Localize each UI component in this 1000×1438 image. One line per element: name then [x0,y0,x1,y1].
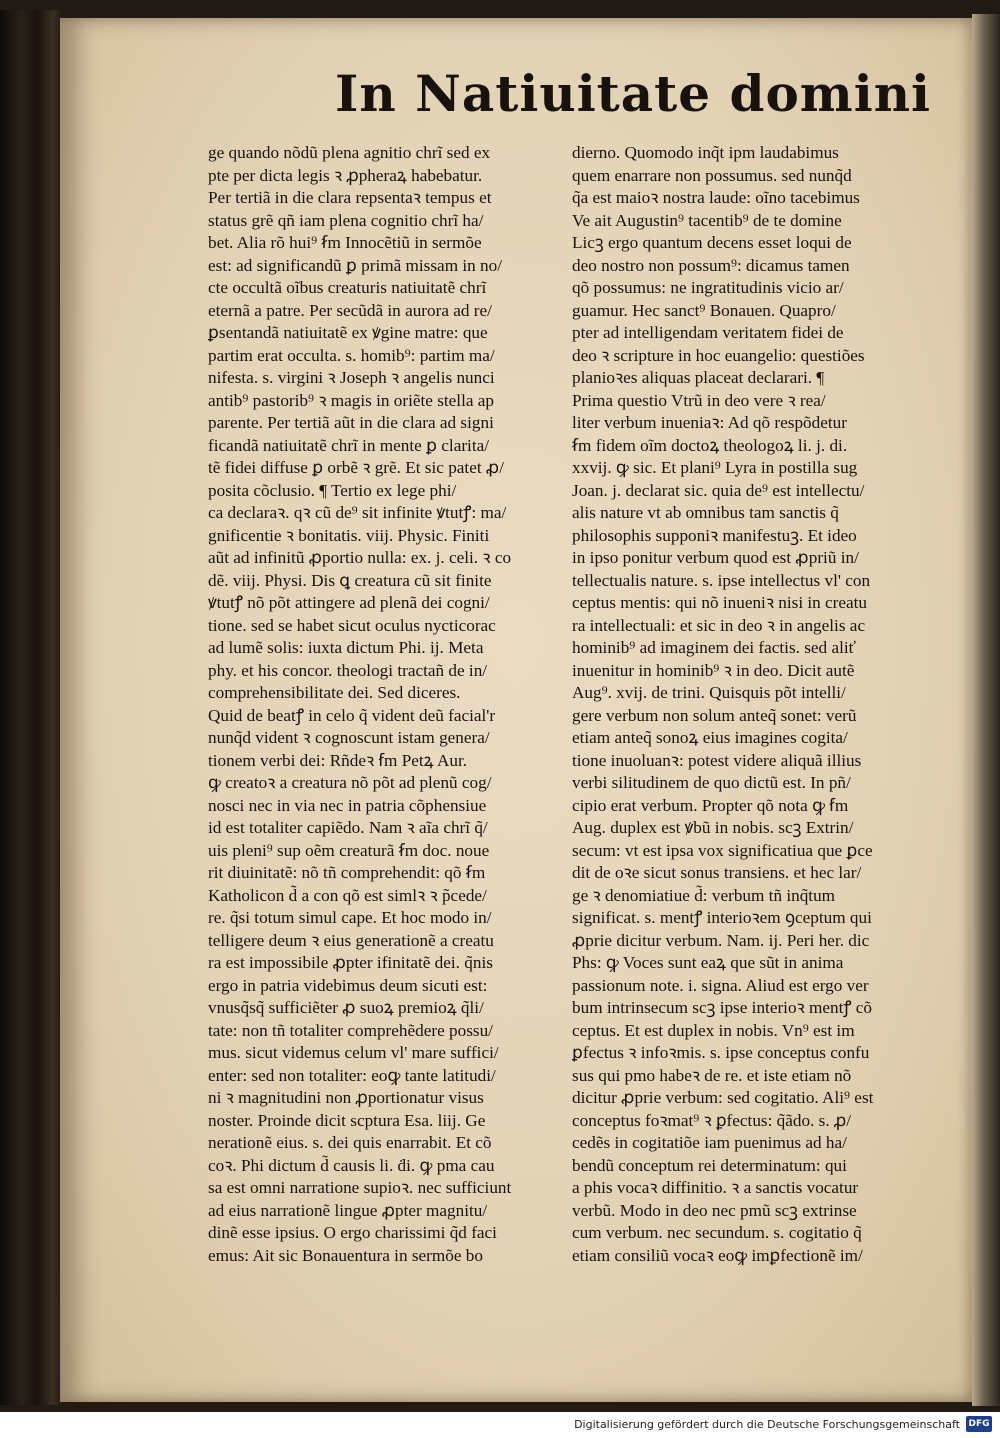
text-line: philosophis supponiꝛ manifestuꝫ. Et ideo [572,525,857,545]
text-line: Phs: ꝙ Voces sunt eaꝝ que sũt in anima [572,953,844,972]
book-binding [0,10,62,1405]
text-line: ꝙ creatoꝛ a creatura nõ põt ad plenũ cog/ [208,773,492,792]
text-line: Prima questio Vtrũ in deo vere ꝛ rea/ [572,390,826,410]
text-line: nosci nec in via nec in patria cõphensiue [208,795,487,815]
text-line: hominib⁹ ad imaginem dei factis. sed aliť [572,638,856,657]
text-line: ꝑsentandã natiuitatẽ ex ꝟgine matre: que [208,323,488,342]
text-line: Per tertiã in die clara repsentaꝛ tempus et [208,188,492,207]
text-line: ad eius narrationẽ lingue ꝓpter magnitu/ [208,1200,488,1220]
footer-bar [0,1412,1000,1438]
text-line: coꝛ. Phi dictum d̃ causis li. ḋi. ꝙ pma cau [208,1155,495,1175]
text-line: q̃a est maioꝛ nostra laude: oĩno tacebimus [572,188,860,207]
left-column [208,142,576,1267]
text-line: tionem verbi dei: Rñdeꝛ ẜm Petꝝ Aur. [208,750,468,770]
dfg-logo: DFG [966,1416,992,1432]
text-line: rit diuinitatẽ: nõ tñ comprehendit: qõ ẜm [208,863,486,882]
text-line: cipio erat verbum. Propter qõ nota ꝙ ẜm [572,795,849,815]
text-line: Aug. duplex est ꝟbũ in nobis. scꝫ Extrin/ [572,818,854,837]
text-line: ca declaraꝛ. qꝛ cũ de⁹ sit infinite ꝟtutꝭ: ma/ [208,503,507,522]
text-line: Joan. j. declarat sic. quia de⁹ est intellectu/ [572,480,865,500]
text-line: alis nature vt ab omnibus tam sanctis q̃ [572,503,839,522]
text-line: Quid de beatꝭ in celo q̃ vident deũ facial'r [208,705,496,725]
text-line: emus: Ait sic Bonauentura in sermõe bo [208,1245,483,1265]
text-line: tẽ fidei diffuse ꝑ orbẽ ꝛ grẽ. Et sic patet ꝓ/ [208,458,504,477]
text-line: verbũ. Modo in deo nec pmũ scꝫ extrinse [572,1200,857,1220]
text-line: uis pleni⁹ sup oẽm creaturã ẜm doc. noue [208,840,490,860]
text-line: ceptus mentis: qui nõ inueniꝛ nisi in creatu [572,593,868,612]
text-line: cum verbum. nec secundum. s. cogitatio q̃ [572,1223,862,1242]
text-line: pte per dicta legis ꝛ ꝓpheraꝝ habebatur. [208,165,483,185]
text-line: deo ꝛ scripture in hoc euangelio: questiões [572,345,865,365]
text-line: ꝓprie dicitur verbum. Nam. ij. Peri her. dic [572,930,870,950]
text-line: ni ꝛ magnitudini non ꝓportionatur visus [208,1088,484,1107]
text-line: aũt ad infinitũ ꝓportio nulla: ex. j. celi. ꝛ co [208,548,512,567]
text-line: dinẽ esse ipsius. O ergo charissimi q̃d faci [208,1223,497,1242]
text-line: telligere deum ꝛ eius generationẽ a creatu [208,930,494,950]
text-line: partim erat occulta. s. homib⁹: partim ma/ [208,345,495,365]
text-line: ra intellectuali: et sic in deo ꝛ in angelis ac [572,615,866,635]
text-line: a phis vocaꝛ diffinitio. ꝛ a sanctis vocatur [572,1178,859,1197]
text-line: nifesta. s. virgini ꝛ Joseph ꝛ angelis nunci [208,368,495,387]
funding-credit: Digitalisierung gefördert durch die Deutsche Forschungsgemeinschaft [574,1418,960,1431]
text-line: ẜm fidem oĩm doctoꝝ theologoꝝ li. j. di. [572,435,848,455]
text-line: conceptus foꝛmat⁹ ꝛ ꝑfectus: q̃ãdo. s. ꝓ/ [572,1110,852,1130]
text-line: bendũ conceptum rei determinatum: qui [572,1155,847,1175]
text-line: in ipso ponitur verbum quod est ꝓpriũ in/ [572,548,859,567]
text-line: noster. Proinde dicit scptura Esa. liij. Ge [208,1110,486,1130]
text-line: deo nostro non possum⁹: dicamus tamen [572,255,850,275]
text-line: ꝑfectus ꝛ infoꝛmis. s. ipse conceptus confu [572,1043,870,1062]
text-line: posita cõclusio. ¶ Tertio ex lege phi/ [208,480,457,500]
text-line: ad lumẽ solis: iuxta dictum Phi. ij. Meta [208,638,484,657]
text-line: cedẽs in cogitatiõe iam puenimus ad ha/ [572,1133,847,1152]
right-column [572,142,940,1267]
text-line: Aug⁹. xvij. de trini. Quisquis põt intelli/ [572,683,846,702]
text-line: mus. sicut videmus celum vl' mare suffici/ [208,1043,499,1062]
text-line: cte occultã oĩbus creaturis natiuitatẽ chrĩ [208,278,487,297]
text-line: passionum note. i. signa. Aliud est ergo ver [572,975,869,995]
text-line: Licꝫ ergo quantum decens esset loqui de [572,233,852,252]
text-line: sa est omni narratione supioꝛ. nec sufficiunt [208,1178,512,1197]
text-line: pter ad intelligendam veritatem fidei de [572,323,844,342]
text-line: secum: vt est ipsa vox significatiua que ꝑce [572,840,873,860]
text-line: enter: sed non totaliter: eoꝙ tante latitudi/ [208,1065,496,1085]
text-line: tellectualis nature. s. ipse intellectus vl' con [572,570,871,590]
text-line: status grẽ qñ iam plena cognitio chrĩ ha/ [208,210,484,230]
text-line: planioꝛes aliquas placeat declarari. ¶ [572,368,825,387]
text-line: id est totaliter capiẽdo. Nam ꝛ aĩa chrĩ q̃/ [208,818,488,837]
text-line: re. q̃si totum simul cape. Et hoc modo in/ [208,908,492,927]
text-line: gnificentie ꝛ bonitatis. viij. Physic. Finiti [208,525,490,545]
text-line: etiam consiliũ vocaꝛ eoꝙ imꝑfectionẽ im/ [572,1245,863,1265]
text-line: ge ꝛ denomiatiue d̃: verbum tñ inq̃tum [572,885,836,905]
text-line: Ve ait Augustin⁹ tacentib⁹ de te domine [572,210,842,230]
text-line: antib⁹ pastorib⁹ ꝛ magis in oriẽte stella ap [208,390,494,410]
text-line: guamur. Hec sanct⁹ Bonauen. Quapro/ [572,300,836,320]
text-line: qõ possumus: ne ingratitudinis vicio ar/ [572,278,844,297]
text-line: dicitur ꝓprie verbum: sed cogitatio. Ali⁹ est [572,1088,874,1107]
text-line: gere verbum non solum anteq̃ sonet: verũ [572,705,857,725]
text-line: bet. Alia rõ hui⁹ ẜm Innocẽtiũ in sermõe [208,233,482,252]
running-head: In Natiuitate domini [335,64,932,123]
text-line: est: ad significandũ ꝑ primã missam in no/ [208,255,502,275]
text-line: ergo in patria videbimus deum sicuti est: [208,975,488,995]
text-line: quem enarrare non possumus. sed nunq̃d [572,165,852,185]
text-line: ficandã natiuitatẽ chrĩ in mente ꝑ clarita/ [208,435,490,455]
text-line: ꝟtutꝭ nõ põt attingere ad plenã dei cogni/ [208,593,490,612]
text-line: liter verbum inueniaꝛ: Ad qõ respõdetur [572,413,847,432]
text-line: eternã a patre. Per secũdã in aurora ad re/ [208,300,492,320]
text-line: dit de oꝛe sicut sonus transiens. et hec lar/ [572,863,862,882]
text-line: sus qui pmo habeꝛ de re. et iste etiam nõ [572,1065,852,1085]
text-line: tione inuoluanꝛ: potest videre aliquã illius [572,750,862,770]
text-line: significat. s. mentꝭ interioꝛem ꝯceptum qui [572,908,872,927]
text-line: phy. et his concor. theologi tractañ de in/ [208,660,488,680]
text-line: comprehensibilitate dei. Sed diceres. [208,683,461,702]
page-edge [972,14,1000,1406]
text-line: xxvij. ꝙ sic. Et plani⁹ Lyra in postilla sug [572,458,858,477]
text-line: ceptus. Et est duplex in nobis. Vn⁹ est im [572,1020,855,1040]
text-line: ge quando nõdũ plena agnitio chrĩ sed ex [208,143,491,162]
text-line: dierno. Quomodo inq̃t ipm laudabimus [572,143,839,162]
text-line: vnusq̃sq̃ sufficiẽter ꝓ suoꝝ premioꝝ q̃li/ [208,998,484,1017]
text-line: parente. Per tertiã aũt in die clara ad signi [208,413,494,432]
text-line: inuenitur in hominib⁹ ꝛ in deo. Dicit autẽ [572,660,855,680]
text-line: tate: non tñ totaliter comprehẽdere possu/ [208,1020,493,1040]
text-line: bum intrinsecum scꝫ ipse interioꝛ mentꝭ cõ [572,998,873,1017]
text-line: verbi silitudinem de quo dictũ est. In pñ/ [572,773,851,792]
text-line: dẽ. viij. Physi. Dis ꝗ creatura cũ sit finite [208,570,492,590]
text-line: etiam anteq̃ sonoꝝ eius imagines cogita/ [572,728,848,747]
text-line: tione. sed se habet sicut oculus nycticorac [208,615,496,635]
text-line: Katholicon d̃ a con qõ est simlꝛ ꝛ p̃cede/ [208,885,487,905]
text-line: nunq̃d vident ꝛ cognoscunt istam genera/ [208,728,490,747]
text-line: ra est impossibile ꝓpter ifinitatẽ dei. q̃nis [208,953,493,972]
text-line: nerationẽ eius. s. dei quis enarrabit. Et cõ [208,1133,492,1152]
